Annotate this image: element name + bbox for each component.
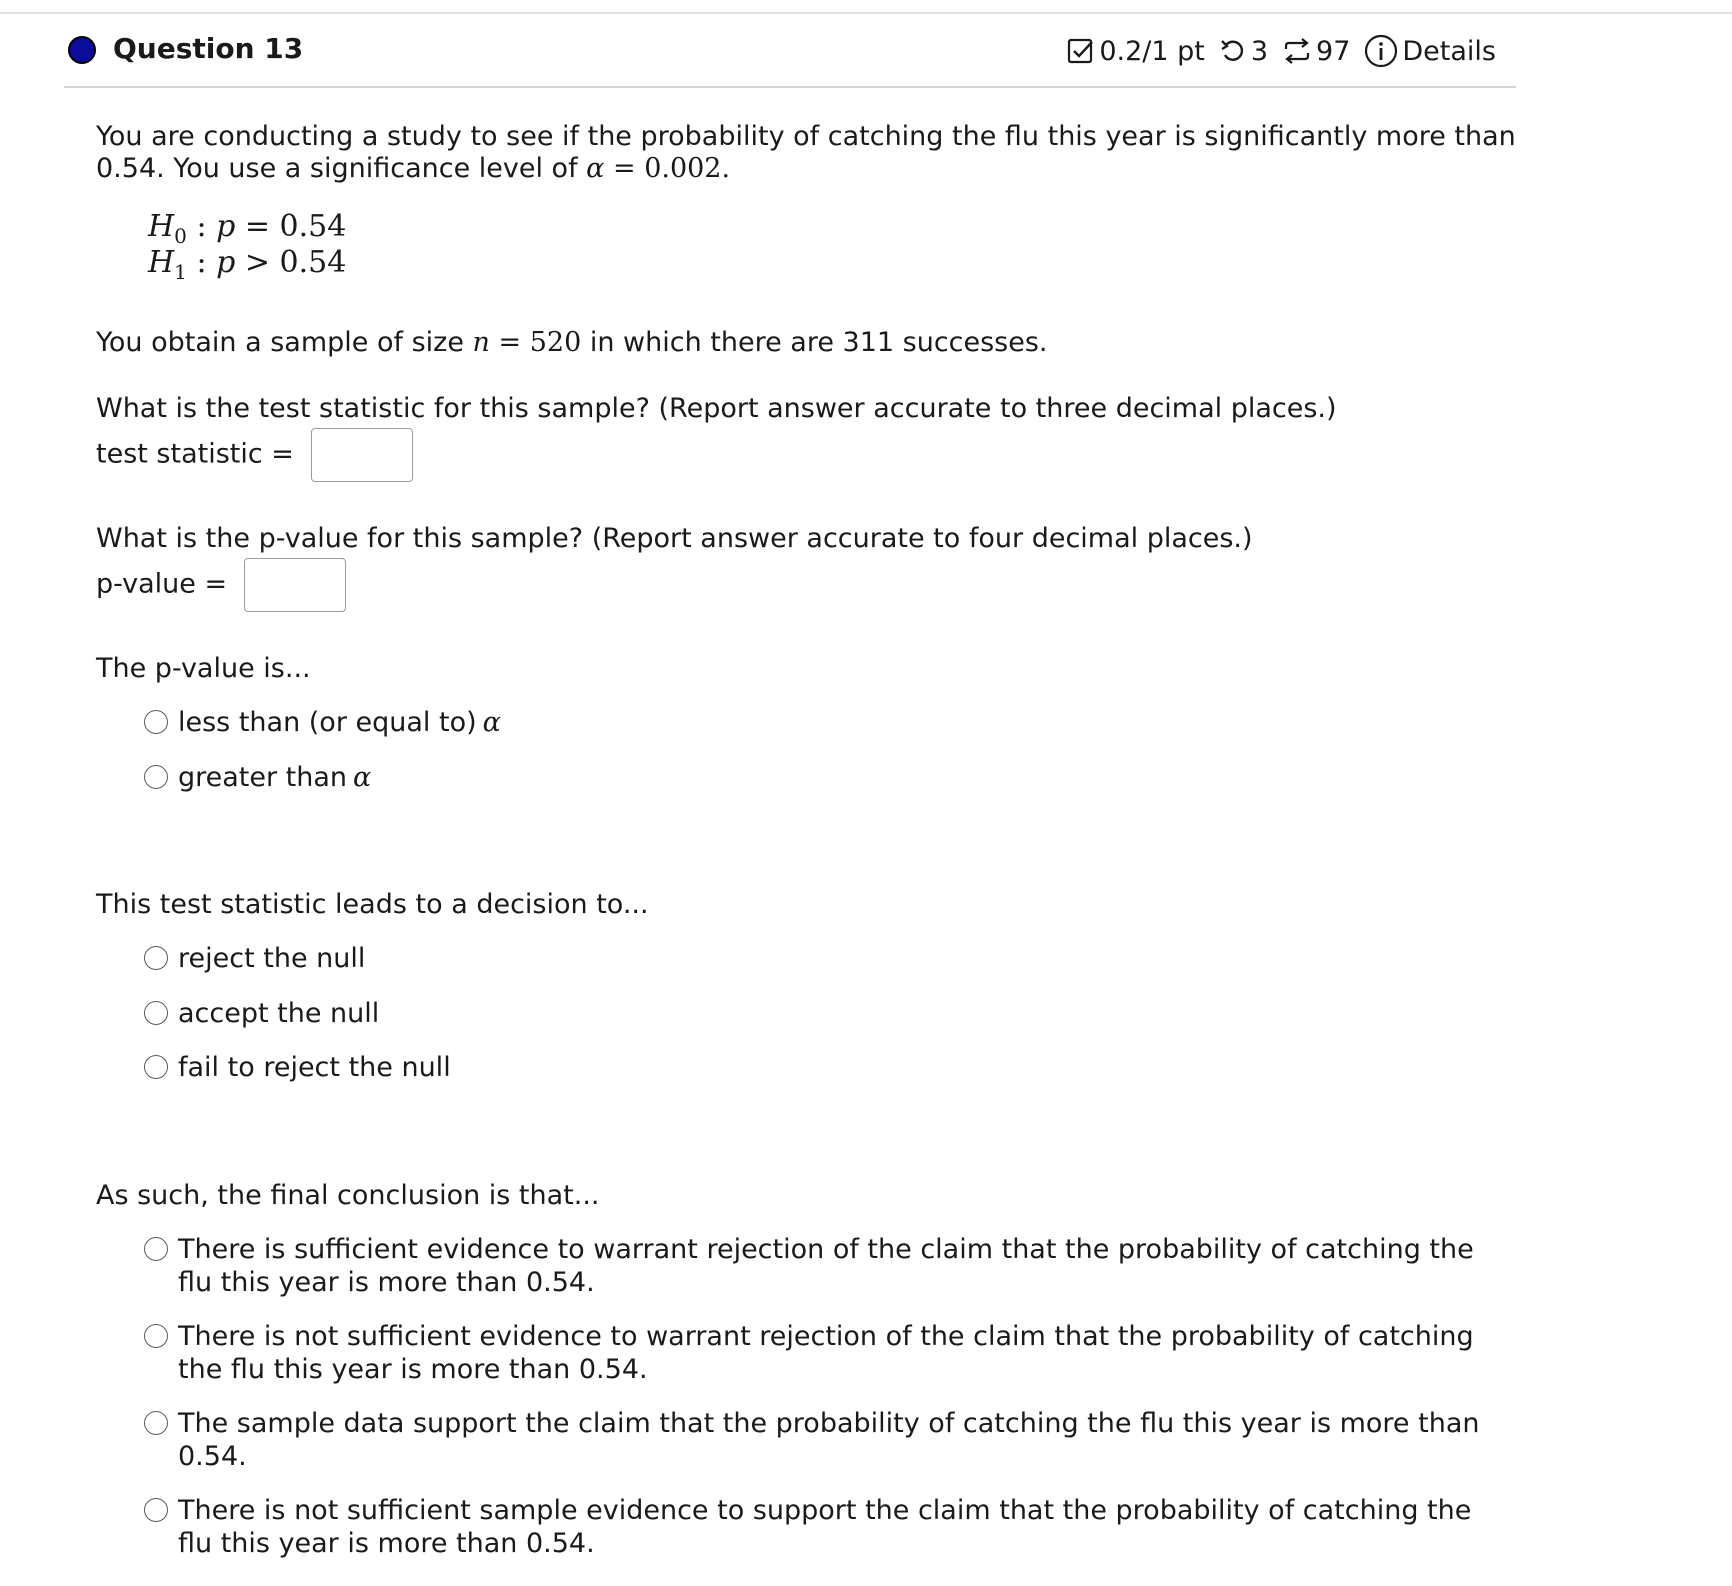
option-label: There is not sufficient evidence to warrant rejection of the claim that the probability of catching the flu this year is more than 0.54. <box>178 1321 1474 1385</box>
h1-colon: : <box>186 245 217 280</box>
p-value-label: p-value = <box>96 568 236 600</box>
retries-count: 3 <box>1250 35 1269 67</box>
alpha-value: = 0.002. <box>604 153 731 184</box>
sample-text-c: in which there are 311 successes. <box>581 327 1048 358</box>
retry-icon <box>1219 37 1247 65</box>
h0-expression: = 0.54 <box>235 209 347 244</box>
test-statistic-label: test statistic = <box>96 438 303 470</box>
conclusion-option-1[interactable] <box>144 1233 1508 1299</box>
info-icon[interactable] <box>1364 34 1398 68</box>
conclusion-option-2[interactable] <box>144 1320 1508 1386</box>
alternative-hypothesis <box>148 246 346 289</box>
option-label: The sample data support the claim that the probability of catching the flu this year is more than 0.54. <box>178 1408 1480 1472</box>
alpha-symbol: α <box>586 153 605 184</box>
option-label: accept the null <box>178 998 380 1029</box>
decision-option-fail-to-reject[interactable] <box>144 1051 451 1084</box>
radio-button[interactable] <box>144 1001 168 1025</box>
h1-expression: > 0.54 <box>235 245 347 280</box>
sample-n-value: = 520 <box>489 327 582 358</box>
test-statistic-question: What is the test statistic for this sample? (Report answer accurate to three decimal places.) <box>96 393 1337 424</box>
p-value-row <box>96 558 346 612</box>
sample-description <box>96 326 1048 359</box>
h0-colon: : <box>186 209 217 244</box>
option-label: reject the null <box>178 943 366 974</box>
conclusion-option-4[interactable] <box>144 1494 1508 1560</box>
pvalue-option-greater[interactable] <box>144 761 371 794</box>
option-label: less than (or equal to) <box>178 707 477 738</box>
alpha-symbol: α <box>482 707 501 738</box>
option-label: There is not sufficient sample evidence to support the claim that the probability of catching the flu this year is more than 0.54. <box>178 1495 1472 1559</box>
test-statistic-row <box>96 428 413 482</box>
sample-text-a: You obtain a sample of size <box>96 327 473 358</box>
question-meta <box>1067 34 1496 68</box>
submissions-count: 97 <box>1316 35 1351 67</box>
score-text: 0.2/1 pt <box>1099 35 1205 67</box>
h0-symbol: H <box>148 209 175 244</box>
h1-subscript: 1 <box>174 260 187 284</box>
p-value-input[interactable] <box>244 558 346 612</box>
option-label: fail to reject the null <box>178 1052 451 1083</box>
radio-button[interactable] <box>144 1055 168 1079</box>
decision-question: This test statistic leads to a decision to... <box>96 889 649 920</box>
alpha-symbol: α <box>353 762 372 793</box>
radio-button[interactable] <box>144 765 168 789</box>
conclusion-question: As such, the final conclusion is that... <box>96 1180 600 1211</box>
radio-button[interactable] <box>144 946 168 970</box>
radio-button[interactable] <box>144 710 168 734</box>
intro-line-2-text: 0.54. You use a significance level of <box>96 153 587 184</box>
top-divider <box>0 12 1732 14</box>
details-link[interactable]: Details <box>1402 35 1496 67</box>
checkbox-score-icon <box>1067 37 1095 65</box>
pvalue-option-less[interactable] <box>144 706 501 739</box>
intro-line-1: You are conducting a study to see if the probability of catching the flu this year is significantly more than <box>96 121 1516 152</box>
decision-option-reject[interactable] <box>144 942 365 975</box>
decision-option-accept[interactable] <box>144 997 379 1030</box>
question-title: Question 13 <box>113 32 304 65</box>
question-status-dot <box>68 36 96 64</box>
option-label: greater than <box>178 762 348 793</box>
intro-line-2 <box>96 152 730 185</box>
radio-button[interactable] <box>144 1498 168 1522</box>
test-statistic-input[interactable] <box>311 428 413 482</box>
option-label: There is sufficient evidence to warrant rejection of the claim that the probability of catching the flu this year is more than 0.54. <box>178 1234 1474 1298</box>
h1-symbol: H <box>148 245 175 280</box>
h1-param: p <box>216 245 236 280</box>
h0-param: p <box>216 209 236 244</box>
radio-button[interactable] <box>144 1237 168 1261</box>
conclusion-option-3[interactable] <box>144 1407 1508 1473</box>
p-value-question: What is the p-value for this sample? (Report answer accurate to four decimal places.) <box>96 523 1253 554</box>
question-header <box>64 28 1516 88</box>
radio-button[interactable] <box>144 1411 168 1435</box>
radio-button[interactable] <box>144 1324 168 1348</box>
sample-n-symbol: n <box>472 327 490 358</box>
submissions-icon <box>1282 37 1312 65</box>
pvalue-compare-question: The p-value is... <box>96 653 311 684</box>
h0-subscript: 0 <box>174 224 187 248</box>
